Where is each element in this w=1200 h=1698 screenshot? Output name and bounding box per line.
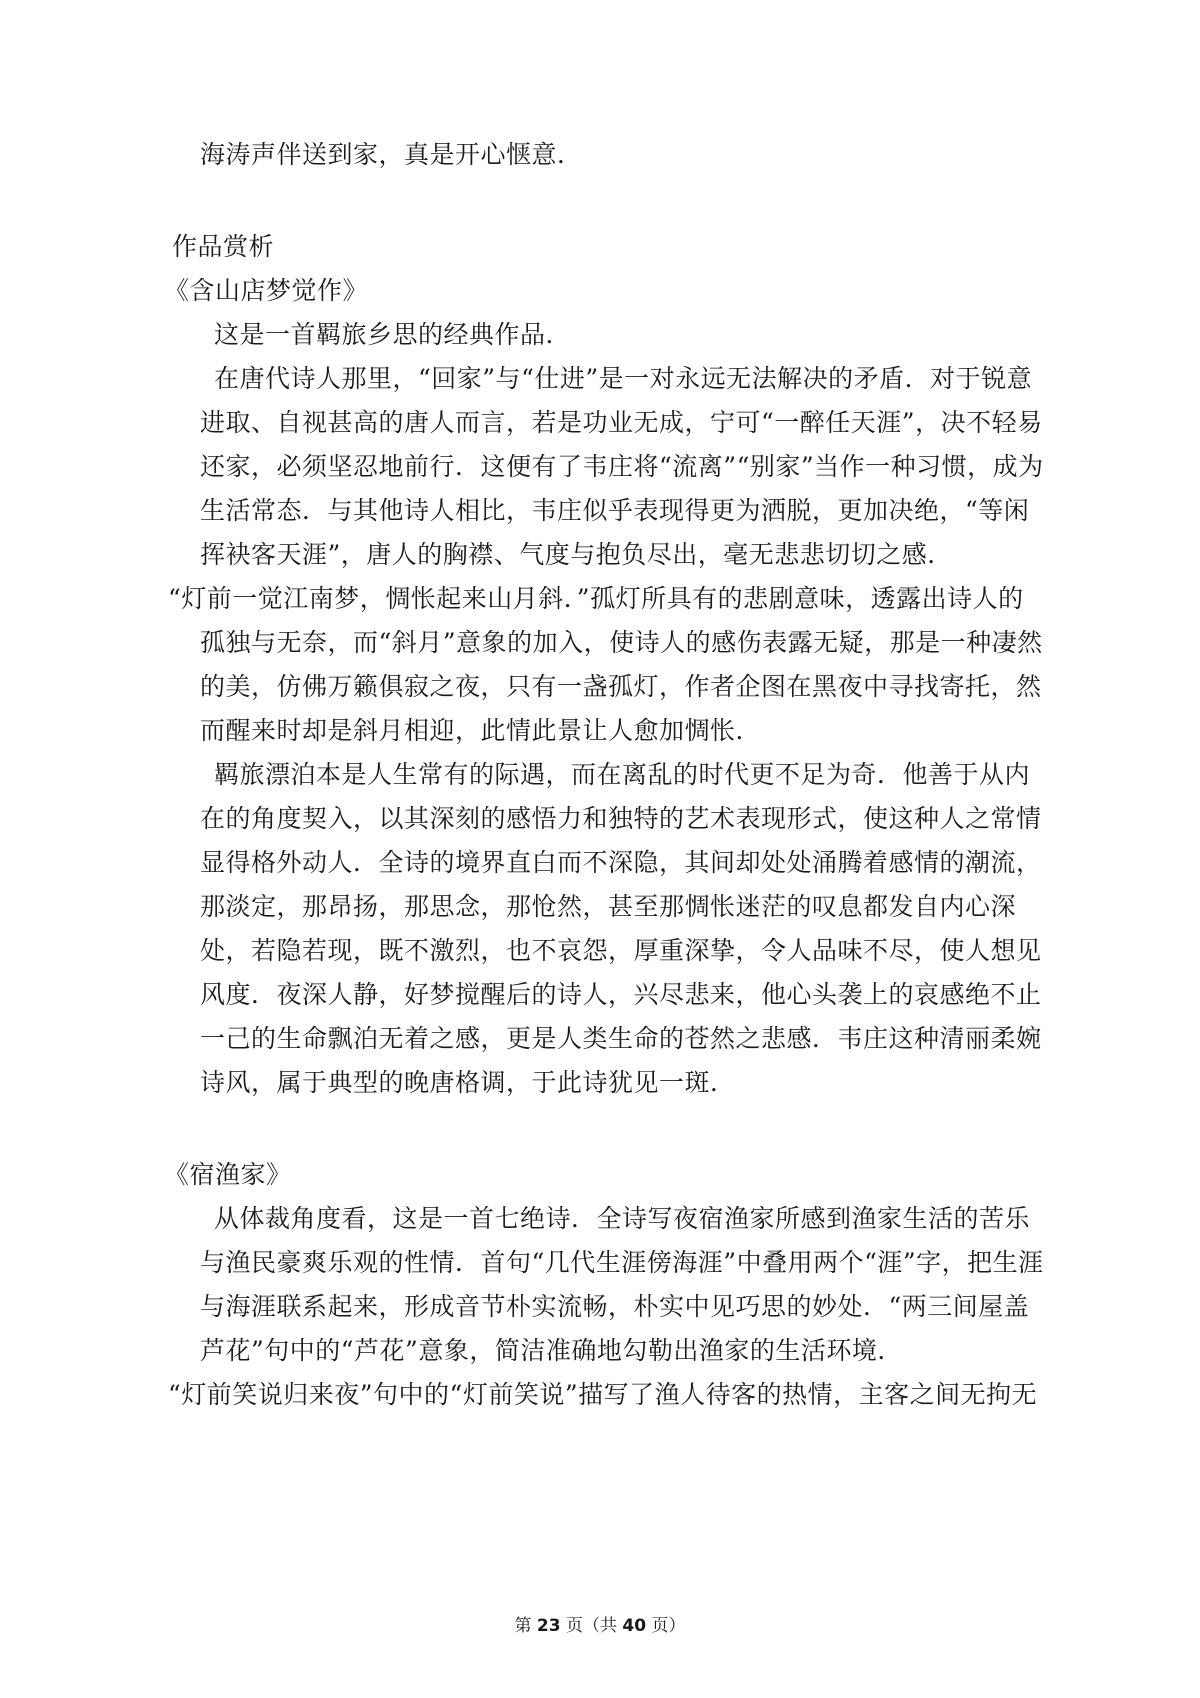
paragraph-line: 从体裁角度看，这是一首七绝诗．全诗写夜宿渔家所感到渔家生活的苦乐 [214, 1204, 1031, 1233]
paragraph-line: 这是一首羁旅乡思的经典作品． [214, 320, 572, 349]
footer-middle: 页（共 [566, 1616, 617, 1636]
page-number-footer [0, 1615, 1200, 1637]
total-page-number: 40 [622, 1616, 647, 1636]
paragraph-line: 孤独与无奈，而“斜月”意象的加入，使诗人的感伤表露无疑，那是一种凄然 [200, 628, 1043, 657]
paragraph-line: 还家，必须坚忍地前行．这便有了韦庄将“流离”“别家”当作一种习惯，成为 [200, 452, 1044, 481]
paragraph-line: “灯前一觉江南梦，惆怅起来山月斜．”孤灯所具有的悲剧意味，透露出诗人的 [168, 584, 1024, 613]
paragraph-line: 进取、自视甚高的唐人而言，若是功业无成，宁可“一醉任天涯”，决不轻易 [200, 408, 1043, 437]
continuation-line: 海涛声伴送到家，真是开心惬意． [200, 140, 583, 169]
paragraph-line: 挥袂客天涯”，唐人的胸襟、气度与抱负尽出，毫无悲悲切切之感． [200, 540, 953, 569]
poem-title-2: 《宿渔家》 [164, 1160, 292, 1189]
paragraph-line: 的美，仿佛万籁俱寂之夜，只有一盏孤灯，作者企图在黑夜中寻找寄托，然 [200, 672, 1042, 701]
poem-title-1: 《含山店梦觉作》 [164, 276, 369, 305]
section-heading: 作品赏析 [172, 232, 275, 261]
footer-suffix: 页） [651, 1616, 686, 1636]
paragraph-line: 在的角度契入，以其深刻的感悟力和独特的艺术表现形式，使这种人之常情 [200, 804, 1042, 833]
paragraph-line: “灯前笑说归来夜”句中的“灯前笑说”描写了渔人待客的热情，主客之间无拘无 [168, 1380, 1038, 1409]
current-page-number: 23 [536, 1616, 561, 1636]
paragraph-line: 羁旅漂泊本是人生常有的际遇，而在离乱的时代更不足为奇．他善于从内 [214, 760, 1031, 789]
paragraph-line: 处，若隐若现，既不激烈，也不哀怨，厚重深挚，令人品味不尽，使人想见 [200, 936, 1042, 965]
paragraph-line: 诗风，属于典型的晚唐格调，于此诗犹见一斑． [200, 1068, 736, 1097]
paragraph-line: 与渔民豪爽乐观的性情．首句“几代生涯傍海涯”中叠用两个“涯”字，把生涯 [200, 1248, 1044, 1277]
paragraph-line: 显得格外动人．全诗的境界直白而不深隐，其间却处处涌腾着感情的潮流， [200, 848, 1042, 877]
paragraph-line: 与海涯联系起来，形成音节朴实流畅，朴实中见巧思的妙处．“两三间屋盖 [200, 1292, 1030, 1321]
paragraph-line: 一己的生命飘泊无着之感，更是人类生命的苍然之悲感．韦庄这种清丽柔婉 [200, 1024, 1042, 1053]
paragraph-line: 风度．夜深人静，好梦搅醒后的诗人，兴尽悲来，他心头袭上的哀感绝不止 [200, 980, 1042, 1009]
paragraph-line: 那淡定，那昂扬，那思念，那怆然，甚至那惆怅迷茫的叹息都发自内心深 [200, 892, 1017, 921]
paragraph-line: 芦花”句中的“芦花”意象，简洁准确地勾勒出渔家的生活环境． [200, 1336, 903, 1365]
paragraph-line: 而醒来时却是斜月相迎，此情此景让人愈加惆怅． [200, 716, 762, 745]
paragraph-line: 在唐代诗人那里，“回家”与“仕进”是一对永远无法解决的矛盾．对于锐意 [214, 364, 1033, 393]
paragraph-line: 生活常态．与其他诗人相比，韦庄似乎表现得更为洒脱，更加决绝，“等闲 [200, 496, 1030, 525]
footer-prefix: 第 [514, 1616, 532, 1636]
